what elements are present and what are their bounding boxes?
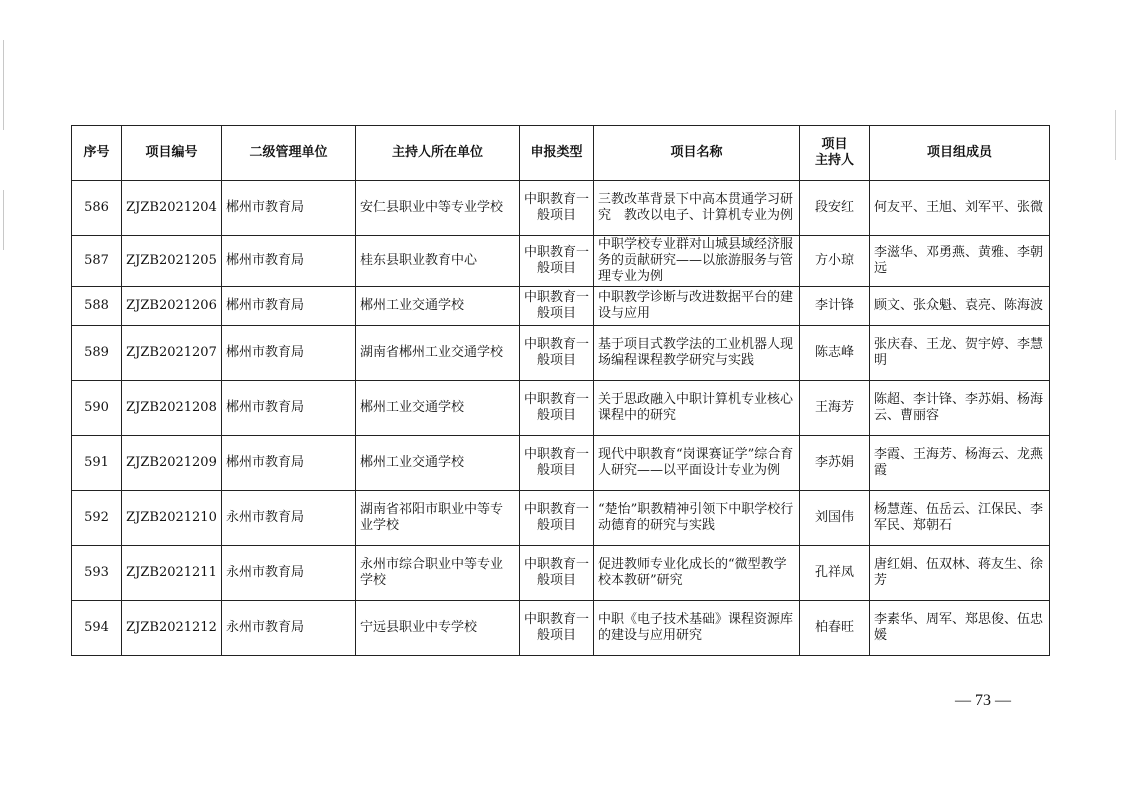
project-leader-cell: 刘国伟 xyxy=(800,491,870,546)
host-unit-cell: 郴州工业交通学校 xyxy=(356,381,520,436)
page-number: — 73 — xyxy=(955,692,1011,709)
host-unit-cell: 永州市综合职业中等专业学校 xyxy=(356,546,520,601)
row-number-cell: 591 xyxy=(72,436,122,491)
scan-edge-mark xyxy=(1115,110,1116,160)
row-number-cell: 590 xyxy=(72,381,122,436)
table-row xyxy=(72,236,1050,287)
application-type-cell: 中职教育一般项目 xyxy=(520,491,594,546)
project-name-cell: 三教改革背景下中高本贯通学习研究 教改以电子、计算机专业为例 xyxy=(594,181,800,236)
row-number-cell: 588 xyxy=(72,287,122,326)
project-code-cell: ZJZB2021206 xyxy=(122,287,222,326)
project-name-cell: 中职《电子技术基础》课程资源库的建设与应用研究 xyxy=(594,601,800,656)
management-unit-cell: 郴州市教育局 xyxy=(222,287,356,326)
project-code-cell: ZJZB2021204 xyxy=(122,181,222,236)
table-row xyxy=(72,326,1050,381)
project-code-cell: ZJZB2021209 xyxy=(122,436,222,491)
header-cell: 项目名称 xyxy=(594,126,800,181)
project-members-cell: 李霞、王海芳、杨海云、龙燕霞 xyxy=(870,436,1050,491)
project-code-cell: ZJZB2021208 xyxy=(122,381,222,436)
row-number-cell: 594 xyxy=(72,601,122,656)
table-header-row xyxy=(72,126,1050,181)
host-unit-cell: 安仁县职业中等专业学校 xyxy=(356,181,520,236)
table-row xyxy=(72,287,1050,326)
project-name-cell: 促进教师专业化成长的“微型教学校本教研”研究 xyxy=(594,546,800,601)
header-cell: 序号 xyxy=(72,126,122,181)
header-cell: 项目编号 xyxy=(122,126,222,181)
application-type-cell: 中职教育一般项目 xyxy=(520,601,594,656)
project-members-cell: 唐红娟、伍双林、蒋友生、徐芳 xyxy=(870,546,1050,601)
table-row xyxy=(72,436,1050,491)
project-code-cell: ZJZB2021212 xyxy=(122,601,222,656)
table-row xyxy=(72,546,1050,601)
project-members-cell: 顾文、张众魁、袁亮、陈海波 xyxy=(870,287,1050,326)
application-type-cell: 中职教育一般项目 xyxy=(520,236,594,287)
management-unit-cell: 郴州市教育局 xyxy=(222,181,356,236)
project-name-cell: “楚怡”职教精神引领下中职学校行动德育的研究与实践 xyxy=(594,491,800,546)
project-leader-cell: 李苏娟 xyxy=(800,436,870,491)
header-cell: 项目组成员 xyxy=(870,126,1050,181)
host-unit-cell: 郴州工业交通学校 xyxy=(356,287,520,326)
project-name-cell: 基于项目式教学法的工业机器人现场编程课程教学研究与实践 xyxy=(594,326,800,381)
project-members-cell: 陈超、李计锋、李苏娟、杨海云、曹丽容 xyxy=(870,381,1050,436)
project-leader-cell: 李计锋 xyxy=(800,287,870,326)
table-row xyxy=(72,601,1050,656)
project-members-cell: 李素华、周军、郑思俊、伍忠媛 xyxy=(870,601,1050,656)
row-number-cell: 586 xyxy=(72,181,122,236)
management-unit-cell: 郴州市教育局 xyxy=(222,326,356,381)
header-cell: 项目 主持人 xyxy=(800,126,870,181)
project-members-cell: 何友平、王旭、刘军平、张微 xyxy=(870,181,1050,236)
application-type-cell: 中职教育一般项目 xyxy=(520,181,594,236)
management-unit-cell: 郴州市教育局 xyxy=(222,436,356,491)
project-code-cell: ZJZB2021211 xyxy=(122,546,222,601)
host-unit-cell: 桂东县职业教育中心 xyxy=(356,236,520,287)
project-table xyxy=(71,125,1050,656)
scan-edge-mark xyxy=(3,190,4,250)
row-number-cell: 589 xyxy=(72,326,122,381)
project-leader-cell: 陈志峰 xyxy=(800,326,870,381)
application-type-cell: 中职教育一般项目 xyxy=(520,436,594,491)
table-row xyxy=(72,181,1050,236)
project-name-cell: 现代中职教育“岗课赛证学”综合育人研究——以平面设计专业为例 xyxy=(594,436,800,491)
host-unit-cell: 湖南省郴州工业交通学校 xyxy=(356,326,520,381)
management-unit-cell: 永州市教育局 xyxy=(222,546,356,601)
application-type-cell: 中职教育一般项目 xyxy=(520,381,594,436)
management-unit-cell: 永州市教育局 xyxy=(222,491,356,546)
header-cell: 二级管理单位 xyxy=(222,126,356,181)
project-leader-cell: 方小琼 xyxy=(800,236,870,287)
application-type-cell: 中职教育一般项目 xyxy=(520,287,594,326)
header-cell: 主持人所在单位 xyxy=(356,126,520,181)
project-members-cell: 张庆春、王龙、贺宇婷、李慧明 xyxy=(870,326,1050,381)
project-code-cell: ZJZB2021207 xyxy=(122,326,222,381)
host-unit-cell: 湖南省祁阳市职业中等专业学校 xyxy=(356,491,520,546)
row-number-cell: 592 xyxy=(72,491,122,546)
project-members-cell: 李滋华、邓勇燕、黄雅、李朝远 xyxy=(870,236,1050,287)
management-unit-cell: 永州市教育局 xyxy=(222,601,356,656)
table-row xyxy=(72,381,1050,436)
host-unit-cell: 宁远县职业中专学校 xyxy=(356,601,520,656)
project-code-cell: ZJZB2021210 xyxy=(122,491,222,546)
host-unit-cell: 郴州工业交通学校 xyxy=(356,436,520,491)
application-type-cell: 中职教育一般项目 xyxy=(520,326,594,381)
row-number-cell: 593 xyxy=(72,546,122,601)
project-leader-cell: 段安红 xyxy=(800,181,870,236)
project-name-cell: 中职教学诊断与改进数据平台的建设与应用 xyxy=(594,287,800,326)
project-code-cell: ZJZB2021205 xyxy=(122,236,222,287)
application-type-cell: 中职教育一般项目 xyxy=(520,546,594,601)
header-cell: 申报类型 xyxy=(520,126,594,181)
project-name-cell: 中职学校专业群对山城县域经济服务的贡献研究——以旅游服务与管理专业为例 xyxy=(594,236,800,287)
project-leader-cell: 柏春旺 xyxy=(800,601,870,656)
table-row xyxy=(72,491,1050,546)
project-name-cell: 关于思政融入中职计算机专业核心课程中的研究 xyxy=(594,381,800,436)
management-unit-cell: 郴州市教育局 xyxy=(222,381,356,436)
row-number-cell: 587 xyxy=(72,236,122,287)
project-leader-cell: 王海芳 xyxy=(800,381,870,436)
scan-edge-mark xyxy=(3,40,4,130)
management-unit-cell: 郴州市教育局 xyxy=(222,236,356,287)
project-leader-cell: 孔祥凤 xyxy=(800,546,870,601)
project-members-cell: 杨慧莲、伍岳云、江保民、李军民、郑朝石 xyxy=(870,491,1050,546)
